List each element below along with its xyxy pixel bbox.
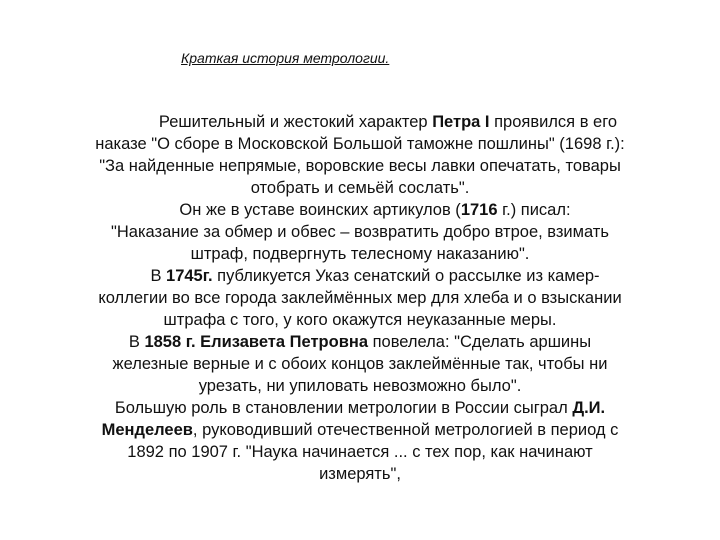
bold-phrase: Менделеев	[101, 421, 193, 439]
text-line: В 1858 г. Елизавета Петровна повелела: "Сделать аршины	[128, 333, 592, 351]
text-line: "За найденные непрямые, воровские весы лавки опечатать, товары	[99, 157, 621, 175]
bold-phrase: 1745г.	[166, 267, 213, 285]
text-line: коллегии во все города заклеймённых мер для хлеба и о взыскании	[98, 289, 622, 307]
text-line: измерять",	[319, 465, 401, 483]
bold-phrase: Петра I	[432, 113, 490, 131]
text-line: Решительный и жестокий характер Петра I проявился в его	[158, 113, 618, 131]
bold-phrase: 1858 г. Елизавета Петровна	[144, 333, 368, 351]
text-line: штрафа с того, у кого окажутся неуказанные меры.	[163, 311, 557, 329]
text-line: урезать, ни упиловать невозможно было".	[198, 377, 522, 395]
text-line: Менделеев, руководивший отечественной метрологией в период с	[101, 421, 619, 439]
bold-phrase: Д.И.	[572, 399, 606, 417]
text-line: В 1745г. публикуется Указ сенатский о рассылке из камер-	[150, 267, 600, 285]
text-line: "Наказание за обмер и обвес – возвратить добро втрое, взимать	[111, 223, 609, 241]
text-line: наказе "О сборе в Московской Большой таможне пошлины" (1698 г.):	[95, 135, 625, 153]
text-line: Он же в уставе воинских артикулов (1716 г.) писал:	[179, 201, 571, 219]
text-line: Большую роль в становлении метрологии в России сыграл Д.И.	[114, 399, 606, 417]
bold-phrase: 1716	[460, 201, 498, 219]
text-line: штраф, подвергнуть телесному наказанию".	[190, 245, 530, 263]
text-line: железные верные и с обоих концов заклеймённые так, чтобы ни	[112, 355, 608, 373]
slide-title: Краткая история метрологии.	[181, 50, 390, 66]
text-line: отобрать и семьёй сослать".	[250, 179, 470, 197]
text-line: 1892 по 1907 г. "Наука начинается ... с тех пор, как начинают	[127, 443, 593, 461]
